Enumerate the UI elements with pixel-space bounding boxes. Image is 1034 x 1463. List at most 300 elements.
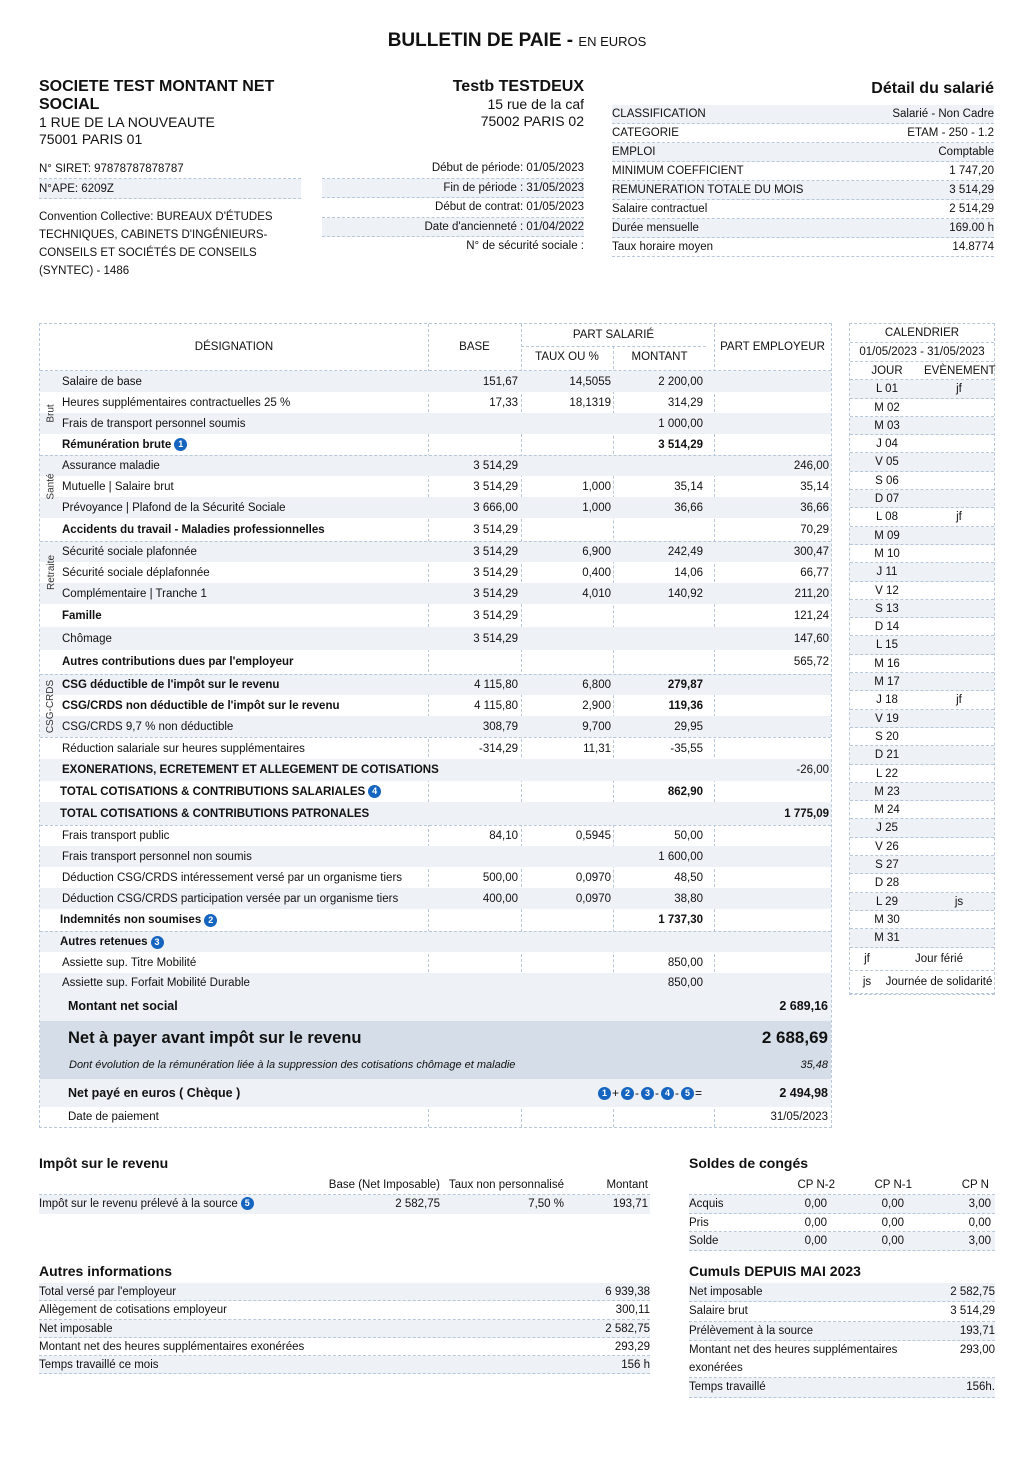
autres-value: 300,11: [615, 1304, 650, 1317]
calendar-day-event: [924, 582, 994, 599]
row-taux: 1,000: [582, 501, 611, 514]
row-employeur: [716, 826, 829, 846]
calendar-day-label: M 31: [874, 932, 900, 945]
calendar-day-label: V 12: [875, 584, 899, 597]
row-designation: Autres retenues 3: [60, 932, 440, 952]
net-avant-value: 2 688,69: [761, 1028, 828, 1047]
calendar: [849, 323, 995, 995]
cumuls-value: 2 582,75: [950, 1286, 995, 1298]
detail-key: Salaire contractuel: [612, 203, 708, 215]
table-row: [40, 716, 831, 737]
badge-icon: 5: [681, 1087, 694, 1100]
calendar-day-event: [924, 636, 994, 653]
detail-key: REMUNERATION TOTALE DU MOIS: [612, 184, 804, 196]
row-montant: 850,00: [667, 976, 703, 989]
row-montant: -35,55: [670, 742, 703, 755]
calendar-day: [850, 453, 994, 471]
header-part-employeur: PART EMPLOYEUR: [720, 341, 825, 353]
employer-ids: [39, 159, 301, 280]
detail-key: Taux horaire moyen: [612, 241, 713, 253]
calendar-day-event: [924, 728, 994, 745]
table-row: [40, 650, 831, 674]
row-base: 308,79: [482, 720, 518, 733]
impot-header-base: Base (Net Imposable): [328, 1179, 440, 1191]
detail-row: [612, 105, 994, 124]
row-montant: [615, 802, 703, 825]
cumuls-label: Montant net des heures supplémentaires exonérées: [689, 1343, 898, 1375]
conges-cell: 0,00: [881, 1235, 904, 1247]
calendar-day: [850, 490, 994, 508]
row-montant: [615, 627, 703, 650]
calendar-col-jour: JOUR: [871, 365, 903, 377]
row-designation: Salaire de base: [62, 375, 142, 388]
badge-icon: 2: [204, 914, 217, 927]
calendar-day-event: [924, 417, 994, 434]
impot-title: Impôt sur le revenu: [39, 1155, 169, 1171]
row-employeur: [716, 675, 829, 695]
row-base: -314,29: [478, 742, 518, 755]
calendar-day-label: S 13: [875, 602, 899, 615]
impot-base: 2 582,75: [395, 1198, 440, 1210]
detail-row: [612, 181, 994, 200]
row-taux: [523, 973, 611, 992]
row-employeur: [716, 392, 829, 413]
cumuls-value: 193,71: [959, 1324, 995, 1337]
calendar-day: [850, 618, 994, 636]
row-base: 4 115,80: [474, 679, 518, 691]
row-designation: Assiette sup. Forfait Mobilité Durable: [62, 976, 250, 989]
conges-row-label: Pris: [689, 1216, 709, 1229]
date-paiement-label: Date de paiement: [68, 1111, 159, 1123]
row-employeur: [716, 888, 829, 909]
calendar-day: [850, 673, 994, 691]
row-montant: [615, 456, 703, 476]
cumuls-title: Cumuls DEPUIS MAI 2023: [689, 1263, 861, 1279]
row-taux: 0,0970: [575, 892, 611, 905]
conges-row: [689, 1195, 995, 1214]
conges-title: Soldes de congés: [689, 1155, 809, 1171]
calendar-day: [850, 472, 994, 490]
cumuls-label: Net imposable: [689, 1286, 763, 1298]
row-base: [428, 802, 518, 825]
row-taux: 6,800: [582, 679, 611, 691]
formula-operator: =: [694, 1086, 702, 1100]
row-base: 3 514,29: [473, 609, 518, 622]
table-row: [40, 952, 831, 973]
calendar-day-event: [924, 453, 994, 470]
detail-value: Salarié - Non Cadre: [892, 108, 994, 120]
row-montant: 314,29: [667, 396, 703, 409]
cumuls-row: [689, 1322, 995, 1341]
row-designation: Assiette sup. Titre Mobilité: [62, 956, 197, 969]
row-taux: 0,400: [582, 566, 611, 579]
conges-cell: 0,00: [968, 1216, 991, 1229]
formula-operator: -: [674, 1086, 679, 1100]
calendar-day-label: M 16: [874, 657, 900, 670]
autres-value: 293,29: [614, 1340, 650, 1353]
calendar-day-event: [924, 874, 994, 891]
row-employeur: [716, 781, 829, 802]
calendar-day: [850, 838, 994, 856]
autres-label: Net imposable: [39, 1322, 113, 1335]
row-montant: 140,92: [667, 587, 703, 600]
row-montant: [615, 650, 703, 674]
calendar-day-label: V 26: [875, 840, 899, 853]
header-designation: DÉSIGNATION: [194, 341, 274, 353]
calendar-day-label: M 17: [874, 676, 900, 689]
calendar-day-label: M 30: [874, 913, 900, 926]
row-designation: Indemnités non soumises 2: [60, 909, 440, 931]
evolution-label: Dont évolution de la rémunération liée à la suppression des cotisations chômage et maladie: [69, 1059, 516, 1071]
row-employeur: [716, 846, 829, 867]
row-employeur: [716, 413, 829, 434]
row-employeur: 565,72: [793, 656, 829, 668]
calendar-day: [850, 527, 994, 545]
calendar-day-label: L 15: [876, 639, 898, 652]
row-taux: [523, 518, 611, 541]
conges-cell: 3,00: [968, 1198, 991, 1210]
row-base: 3 514,29: [473, 632, 518, 645]
header-part-salarie: PART SALARIÉ: [572, 329, 655, 341]
detail-key: MINIMUM COEFFICIENT: [612, 165, 744, 177]
table-row: [40, 867, 831, 888]
table-row: [40, 413, 831, 434]
table-row: [40, 802, 831, 825]
contract-start: Début de contrat: 01/05/2023: [322, 198, 584, 218]
autres-row: [39, 1338, 650, 1356]
row-designation: Réduction salariale sur heures supplémentaires: [62, 742, 305, 755]
calendar-day-event: [924, 856, 994, 873]
row-base: 3 514,29: [473, 460, 518, 472]
impot-montant: 193,71: [612, 1198, 648, 1210]
net-social-value: 2 689,16: [779, 999, 828, 1013]
row-montant: 35,14: [674, 480, 703, 493]
detail-row: [612, 124, 994, 143]
payslip-table: [39, 323, 832, 1128]
cumuls-label: Salaire brut: [689, 1305, 748, 1318]
employer-name: SOCIETE TEST MONTANT NET SOCIAL: [39, 78, 275, 113]
row-employeur: [716, 952, 829, 973]
detail-value: 3 514,29: [949, 184, 994, 196]
row-base: [428, 952, 518, 973]
row-montant: 862,90: [667, 785, 703, 798]
row-designation: CSG/CRDS non déductible de l'impôt sur le revenu: [62, 699, 340, 712]
detail-value: 169.00 h: [949, 222, 994, 234]
calendar-day-event: [924, 655, 994, 672]
row-montant: 38,80: [674, 892, 703, 905]
autres-value: 156 h: [621, 1359, 650, 1372]
cumuls-value: 3 514,29: [950, 1305, 995, 1318]
row-base: 84,10: [489, 830, 518, 842]
conges-cell: 0,00: [804, 1198, 827, 1210]
period-end: Fin de période : 31/05/2023: [322, 179, 584, 199]
conges-cell: 3,00: [968, 1235, 991, 1247]
badge-icon: 4: [661, 1087, 674, 1100]
detail-key: CATEGORIE: [612, 127, 679, 139]
impot-header-montant: Montant: [606, 1179, 648, 1191]
row-base: 17,33: [489, 396, 518, 409]
net-social-row: [40, 992, 831, 1021]
document-title: BULLETIN DE PAIE - EN EUROS: [387, 30, 647, 51]
row-taux: [523, 759, 611, 781]
cumuls-row: [689, 1302, 995, 1321]
formula-operator: -: [634, 1086, 639, 1100]
net-avant-row: [40, 1021, 831, 1079]
calendar-col-event: EVÈNEMENT: [924, 365, 996, 377]
legend-value: Jour férié: [915, 952, 963, 965]
row-taux: [523, 909, 611, 931]
table-row: [40, 737, 831, 759]
row-taux: [523, 781, 611, 802]
calendar-day-event: [924, 838, 994, 855]
badge-icon: 1: [174, 438, 187, 451]
row-designation: Déduction CSG/CRDS participation versée par un organisme tiers: [62, 892, 399, 905]
table-header: [40, 324, 831, 371]
row-employeur: [716, 738, 829, 759]
row-montant: 279,87: [667, 679, 703, 691]
conges-row: [689, 1214, 995, 1233]
row-designation: Famille: [62, 609, 102, 622]
row-designation: EXONERATIONS, ECRETEMENT ET ALLEGEMENT DE COTISATIONS: [62, 764, 439, 776]
impot-header-taux: Taux non personnalisé: [448, 1179, 564, 1191]
calendar-day: [850, 655, 994, 673]
table-row: [40, 371, 831, 392]
row-base: [428, 434, 518, 455]
calendar-day-label: D 21: [874, 749, 900, 762]
legend-key: js: [862, 975, 872, 988]
table-row: [40, 931, 831, 952]
autres-row: [39, 1301, 650, 1319]
calendar-day-label: L 22: [876, 767, 898, 780]
conges-col-header: CP N: [961, 1179, 989, 1191]
calendar-day-label: M 09: [874, 529, 900, 542]
row-taux: [523, 952, 611, 973]
net-formula: [585, 1079, 703, 1107]
row-taux: 0,5945: [575, 830, 611, 842]
calendar-day-event: js: [954, 895, 964, 908]
row-designation: Rémunération brute 1: [62, 434, 442, 455]
conges-cell: 0,00: [881, 1216, 904, 1229]
row-designation: CSG/CRDS 9,7 % non déductible: [62, 720, 234, 733]
table-row: [40, 846, 831, 867]
row-employeur: 211,20: [794, 587, 829, 600]
calendar-day-label: S 20: [875, 730, 899, 743]
group-label-csg: CSG-CRDS: [45, 679, 57, 734]
table-row: [40, 583, 831, 604]
row-taux: 6,900: [582, 546, 611, 558]
detail-value: Comptable: [938, 146, 994, 158]
table-row: [40, 541, 831, 562]
impot-label: Impôt sur le revenu prélevé à la source 5: [39, 1195, 254, 1214]
row-designation: Frais transport personnel non soumis: [62, 850, 252, 863]
table-row: [40, 562, 831, 583]
calendar-day-event: [924, 435, 994, 452]
cumuls-value: 293,00: [959, 1343, 995, 1356]
table-row: [40, 627, 831, 650]
detail-row: [612, 162, 994, 181]
impot-section: [39, 1155, 650, 1216]
autres-label: Allègement de cotisations employeur: [39, 1304, 227, 1317]
table-row: [40, 759, 831, 781]
cumuls-row: [689, 1341, 995, 1379]
formula-operator: +: [611, 1086, 619, 1100]
row-designation: CSG déductible de l'impôt sur le revenu: [62, 679, 280, 691]
conges-section: [689, 1155, 995, 1251]
calendar-day: [850, 563, 994, 581]
calendar-day-label: V 19: [875, 712, 899, 725]
conges-header: [689, 1176, 995, 1195]
employee-detail: [612, 80, 994, 257]
row-taux: [523, 650, 611, 674]
autres-row: [39, 1283, 650, 1301]
cumuls-section: [689, 1263, 995, 1398]
row-montant: 50,00: [674, 830, 703, 842]
badge-icon: 4: [368, 785, 381, 798]
calendar-day: [850, 380, 994, 398]
row-base: [428, 932, 518, 952]
detail-value: 2 514,29: [949, 203, 994, 215]
row-designation: Mutuelle | Salaire brut: [62, 480, 174, 493]
row-employeur: 35,14: [800, 480, 829, 493]
calendar-day-event: [924, 399, 994, 416]
calendar-day-label: D 28: [874, 877, 900, 890]
row-designation: Assurance maladie: [62, 460, 160, 472]
autres-label: Total versé par l'employeur: [39, 1286, 177, 1298]
net-social-label: Montant net social: [68, 999, 178, 1013]
calendar-day: [850, 911, 994, 929]
row-montant: [615, 604, 703, 627]
calendar-day-label: S 06: [875, 474, 899, 487]
table-row: [40, 497, 831, 518]
calendar-day: [850, 636, 994, 654]
row-base: 3 666,00: [473, 501, 518, 514]
calendar-day-label: J 04: [876, 438, 898, 451]
table-row: [40, 888, 831, 909]
employee-address2: 75002 PARIS 02: [480, 113, 584, 129]
row-base: [428, 650, 518, 674]
row-designation: TOTAL COTISATIONS & CONTRIBUTIONS PATRONALES: [60, 807, 370, 820]
calendar-day: [850, 874, 994, 892]
row-base: 500,00: [482, 871, 518, 884]
row-employeur: [716, 909, 829, 931]
legend-key: jf: [864, 952, 870, 965]
row-montant: 3 514,29: [658, 438, 703, 451]
date-paiement-row: [40, 1107, 831, 1128]
detail-row: [612, 238, 994, 257]
row-montant: 29,95: [674, 720, 703, 733]
row-employeur: -26,00: [796, 764, 829, 776]
row-designation: Autres contributions dues par l'employeur: [62, 656, 294, 668]
calendar-day: [850, 417, 994, 435]
calendar-day-label: S 27: [875, 859, 899, 872]
row-montant: [615, 759, 703, 781]
row-montant: [615, 518, 703, 541]
calendar-day-event: [924, 600, 994, 617]
row-base: [428, 781, 518, 802]
calendar-range: 01/05/2023 - 31/05/2023: [850, 343, 994, 362]
calendar-day-event: [924, 819, 994, 836]
cumuls-label: Prélèvement à la source: [689, 1324, 814, 1337]
calendar-day: [850, 582, 994, 600]
calendar-day: [850, 893, 994, 911]
row-designation: Heures supplémentaires contractuelles 25 %: [62, 396, 291, 409]
employer-block: [39, 78, 339, 148]
calendar-day-event: [924, 929, 994, 946]
employer-address2: 75001 PARIS 01: [39, 131, 143, 147]
row-montant: 119,36: [668, 699, 703, 712]
row-base: 3 514,29: [473, 566, 518, 579]
calendar-day-event: [924, 783, 994, 800]
row-base: 4 115,80: [474, 699, 518, 712]
table-row: [40, 781, 831, 802]
row-base: [428, 909, 518, 931]
row-taux: 18,1319: [569, 396, 611, 409]
row-montant: 242,49: [667, 546, 703, 558]
calendar-legend-item: [850, 948, 994, 971]
detail-key: CLASSIFICATION: [612, 108, 706, 120]
calendar-day-event: jf: [956, 511, 962, 524]
group-label-brut: Brut: [45, 403, 57, 423]
calendar-day: [850, 728, 994, 746]
table-row: [40, 392, 831, 413]
calendar-day-event: [924, 563, 994, 580]
row-taux: [523, 413, 611, 434]
row-montant: 48,50: [674, 871, 703, 884]
row-designation: Frais de transport personnel soumis: [62, 417, 246, 430]
cumuls-row: [689, 1283, 995, 1302]
calendar-day-event: [924, 765, 994, 782]
conges-cell: 0,00: [804, 1216, 827, 1229]
conges-row-label: Solde: [689, 1235, 719, 1247]
autres-label: Temps travaillé ce mois: [39, 1359, 159, 1372]
row-taux: 4,010: [582, 587, 611, 600]
calendar-day-event: [924, 801, 994, 818]
row-taux: 11,31: [583, 742, 611, 755]
row-montant: 1 600,00: [658, 850, 703, 863]
calendar-day-label: M 03: [874, 419, 900, 432]
autres-value: 6 939,38: [605, 1286, 650, 1298]
calendar-day-event: [924, 710, 994, 727]
cumuls-row: [689, 1378, 995, 1397]
table-row: [40, 476, 831, 497]
row-montant: 1 000,00: [658, 417, 703, 430]
calendar-day-label: L 08: [876, 511, 898, 524]
detail-value: 1 747,20: [949, 165, 994, 177]
row-base: [428, 973, 518, 992]
conges-col-header: CP N-1: [874, 1179, 912, 1191]
calendar-day: [850, 765, 994, 783]
calendar-day: [850, 746, 994, 764]
calendar-day-event: [924, 746, 994, 763]
row-taux: 0,0970: [575, 871, 611, 884]
row-employeur: 147,60: [793, 632, 829, 645]
row-designation: Complémentaire | Tranche 1: [62, 587, 207, 600]
employee-address1: 15 rue de la caf: [487, 96, 584, 112]
calendar-header: [850, 362, 994, 380]
impot-taux: 7,50 %: [528, 1198, 564, 1210]
calendar-legend-item: [850, 971, 994, 994]
row-taux: [523, 932, 611, 952]
row-montant: 2 200,00: [658, 375, 703, 388]
row-taux: 9,700: [582, 720, 611, 733]
row-designation: Sécurité sociale plafonnée: [62, 546, 197, 558]
calendar-day-label: J 18: [876, 694, 898, 707]
employee-name: Testb TESTDEUX: [452, 78, 584, 95]
calendar-day-label: M 10: [874, 547, 900, 560]
row-employeur: 70,29: [800, 523, 829, 536]
table-row: [40, 695, 831, 716]
detail-key: EMPLOI: [612, 146, 656, 158]
